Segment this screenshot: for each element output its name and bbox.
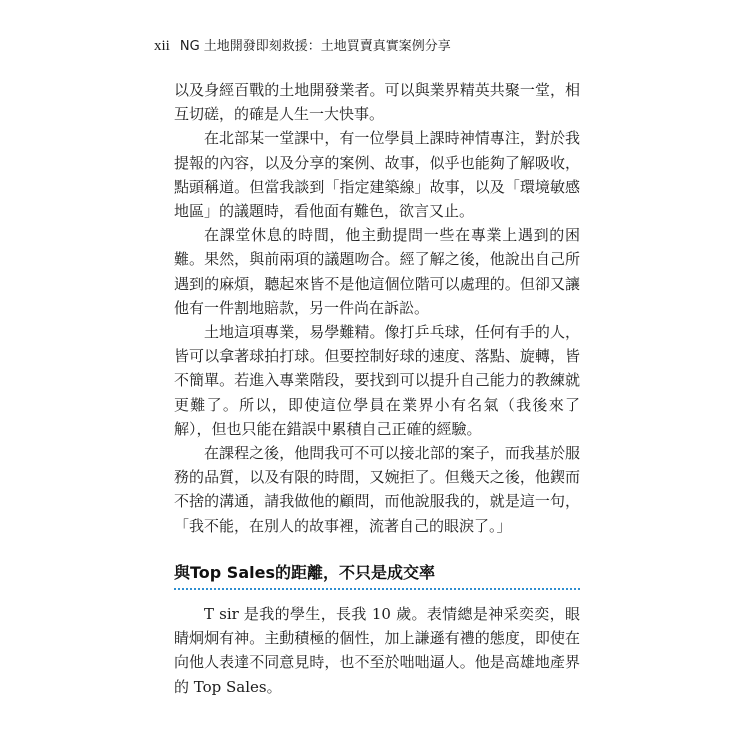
body-text <box>174 78 580 538</box>
section-heading: 與Top Sales的距離，不只是成交率 <box>174 561 580 590</box>
paragraph: 在北部某一堂課中，有一位學員上課時神情專注，對於我提報的內容，以及分享的案例、故事，似乎也能夠了解吸收，點頭稱道。但當我談到「指定建築線」故事，以及「環境敏感地區」的議題時，看他面有難色，欲言又止。 <box>174 129 580 221</box>
paragraph: 土地這項專業，易學難精。像打乒乓球，任何有手的人，皆可以拿著球拍打球。但要控制好球的速度、落點、旋轉，皆不簡單。若進入專業階段，要找到可以提升自己能力的教練就更難了。所以，即使這位學員在業界小有名氣（我後來了解），但也只能在錯誤中累積自己正確的經驗。 <box>174 323 580 438</box>
paragraph: T sir 是我的學生，長我 10 歲。表情總是神采奕奕，眼睛炯炯有神。主動積極的個性，加上謙遜有禮的態度，即使在向他人表達不同意見時，也不至於咄咄逼人。他是高雄地產界的 Top Sales。 <box>174 605 580 696</box>
page-number: xii <box>154 38 170 54</box>
running-title: NG 土地開發即刻救援：土地買賣真實案例分享 <box>179 39 451 54</box>
running-header <box>154 36 614 57</box>
paragraph: 在課程之後，他問我可不可以接北部的案子，而我基於服務的品質，以及有限的時間，又婉拒了。但幾天之後，他鍥而不捨的溝通，請我做他的顧問，而他說服我的，就是這一句，「我不能，在別人的故事裡，流著自己的眼淚了。」 <box>174 444 580 535</box>
paragraph: 在課堂休息的時間，他主動提問一些在專業上遇到的困難。果然，與前兩項的議題吻合。經了解之後，他說出自己所遇到的麻煩，聽起來皆不是他這個位階可以處理的。但卻又讓他有一件割地賠款，另一件尚在訴訟。 <box>174 226 580 317</box>
section-body-text <box>174 602 580 699</box>
paragraph-continued: 以及身經百戰的土地開發業者。可以與業界精英共聚一堂，相互切磋，的確是人生一大快事。 <box>174 81 580 124</box>
